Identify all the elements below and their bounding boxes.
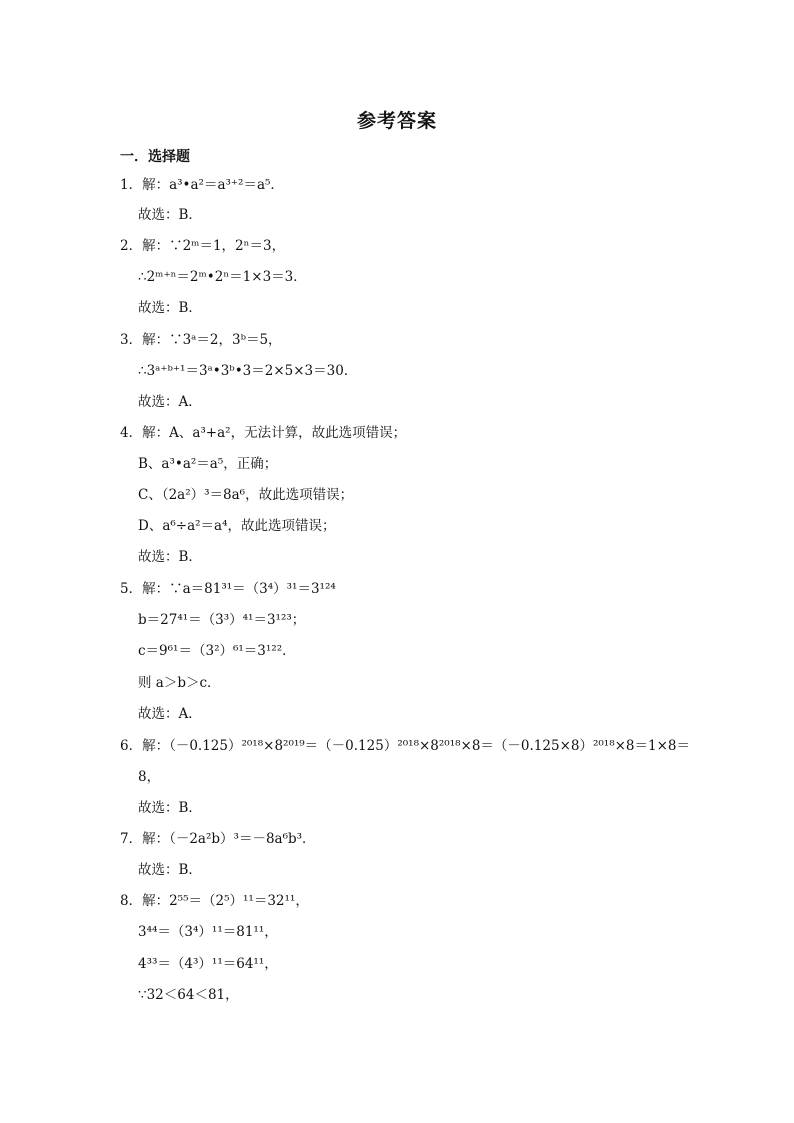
q8-step-4: 4³³＝（4³）¹¹＝64¹¹， <box>138 956 278 972</box>
q3-step: ∴3ᵃ⁺ᵇ⁺¹＝3ᵃ•3ᵇ•3＝2×5×3＝30． <box>138 363 358 379</box>
q5-step-b: b＝27⁴¹＝（3³）⁴¹＝3¹²³； <box>138 612 306 628</box>
q4-answer: 故选：B． <box>138 549 202 565</box>
q1-solution: 1．解：a³•a²＝a³⁺²＝a⁵． <box>120 177 284 193</box>
q6-solution: 6．解：（－0.125）²⁰¹⁸×8²⁰¹⁹＝（－0.125）²⁰¹⁸×8²⁰¹⁸×8＝（－0.125×8）²⁰¹⁸×8＝1×8＝ <box>120 738 691 754</box>
page-title: 参考答案 <box>356 110 437 132</box>
q2-answer: 故选：B． <box>138 300 202 316</box>
q4-option-d: D、a⁶÷a²＝a⁴，故此选项错误； <box>138 518 336 534</box>
q8-solution: 8．解：2⁵⁵＝（2⁵）¹¹＝32¹¹， <box>120 893 309 909</box>
q6-answer: 故选：B． <box>138 800 202 816</box>
section-heading: 一．选择题 <box>120 149 190 165</box>
q7-answer: 故选：B． <box>138 862 202 878</box>
q5-answer: 故选：A． <box>138 706 202 722</box>
q1-answer: 故选：B． <box>138 207 202 223</box>
q3-solution: 3．解：∵3ᵃ＝2，3ᵇ＝5， <box>120 332 282 348</box>
q2-step: ∴2ᵐ⁺ⁿ＝2ᵐ•2ⁿ＝1×3＝3． <box>138 269 307 285</box>
q8-step-3: 3⁴⁴＝（3⁴）¹¹＝81¹¹， <box>138 924 278 940</box>
q5-solution: 5．解：∵a＝81³¹＝（3⁴）³¹＝3¹²⁴ <box>120 581 336 597</box>
q2-solution: 2．解：∵2ᵐ＝1，2ⁿ＝3， <box>120 238 286 254</box>
q4-option-c: C、（2a²）³＝8a⁶，故此选项错误； <box>138 487 354 503</box>
q4-solution: 4．解：A、a³+a²，无法计算，故此选项错误； <box>120 425 407 441</box>
q4-option-b: B、a³•a²＝a⁵，正确； <box>138 456 278 472</box>
q8-comparison: ∵32＜64＜81， <box>138 987 239 1003</box>
q5-conclusion: 则 a＞b＞c． <box>138 675 221 691</box>
q7-solution: 7．解：（－2a²b）³＝－8a⁶b³． <box>120 831 316 847</box>
q3-answer: 故选：A． <box>138 394 202 410</box>
q5-step-c: c＝9⁶¹＝（3²）⁶¹＝3¹²²． <box>138 643 296 659</box>
q6-continuation: 8， <box>138 769 161 785</box>
